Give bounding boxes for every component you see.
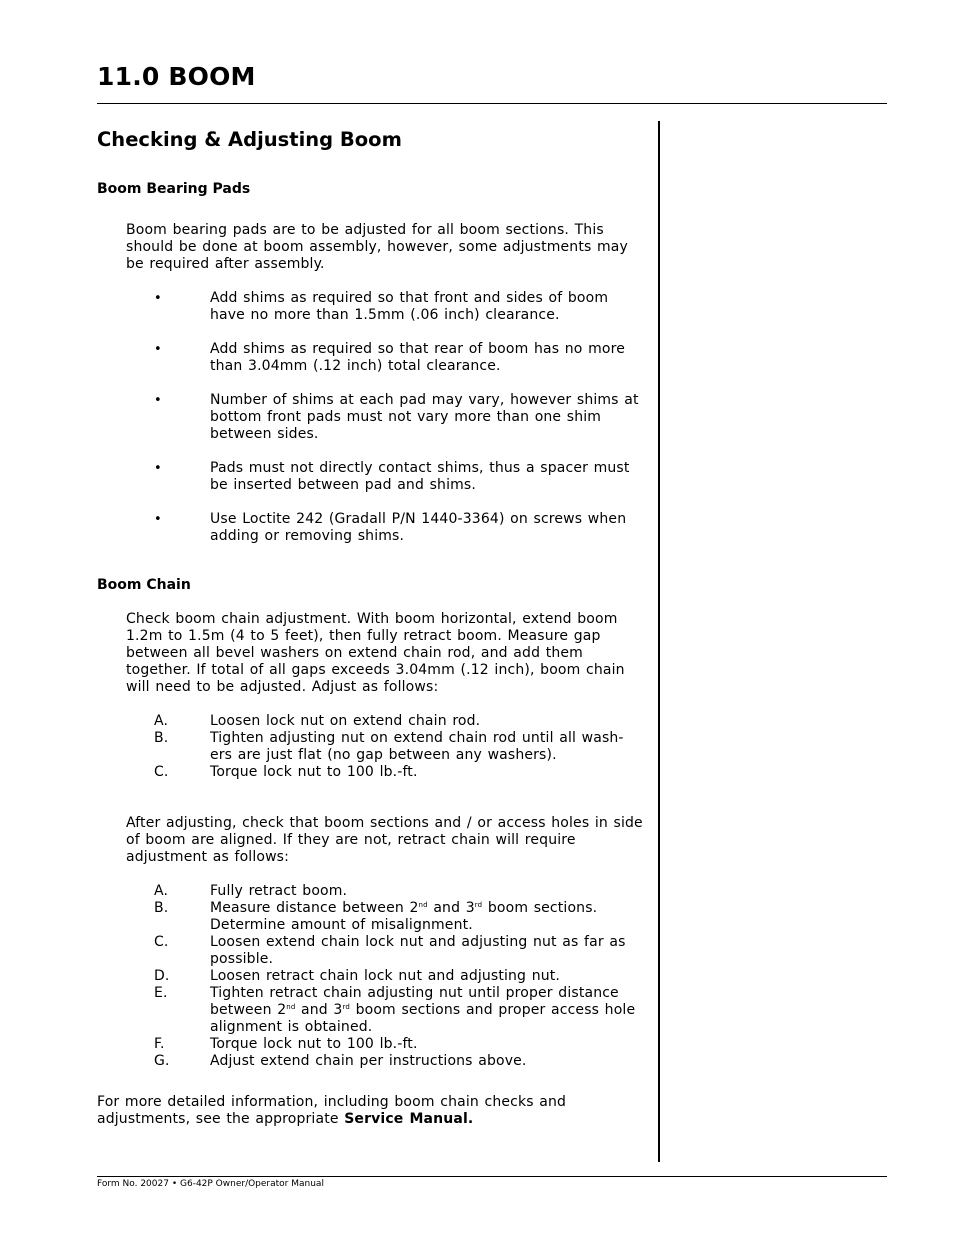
- step-label: A.: [154, 713, 169, 729]
- footer-divider: [97, 1176, 887, 1177]
- section-title: Checking & Adjusting Boom: [97, 128, 402, 151]
- bullet-text: Add shims as required so that front and sides of boom have no more than 1.5mm (.06 inch) clearance.: [210, 290, 609, 323]
- step-label: B.: [154, 730, 169, 746]
- chapter-title: 11.0 BOOM: [97, 62, 256, 91]
- step-text: Loosen retract chain lock nut and adjusting nut.: [210, 968, 560, 984]
- step-text-part: and 3: [295, 1002, 343, 1018]
- list-item: [97, 511, 645, 545]
- ordinal-suffix: rd: [342, 1003, 350, 1011]
- column-divider: [658, 121, 660, 1162]
- bearing-pads-intro: Boom bearing pads are to be adjusted for all boom sections. This should be done at boom assembly, however, some adjustments may be required after assembly.: [126, 222, 628, 272]
- step-label: C.: [154, 934, 169, 950]
- step-text: [210, 900, 645, 934]
- list-item: [97, 341, 645, 375]
- step-label: D.: [154, 968, 170, 984]
- subheading-bearing-pads: Boom Bearing Pads: [97, 181, 251, 197]
- step-label: F.: [154, 1036, 165, 1052]
- step-label: E.: [154, 985, 168, 1001]
- closing-paragraph: [97, 1094, 645, 1128]
- list-item: [97, 900, 645, 934]
- step-text: Adjust extend chain per instructions above.: [210, 1053, 527, 1069]
- step-label: A.: [154, 883, 169, 899]
- closing-text: For more detailed information, including boom chain checks and adjustments, see the appropriate: [97, 1094, 567, 1127]
- step-label: G.: [154, 1053, 170, 1069]
- list-item: [97, 1036, 645, 1053]
- bullet-text: Number of shims at each pad may vary, however shims at bottom front pads must not vary more than one shim between sides.: [210, 392, 639, 442]
- list-item: [97, 883, 645, 900]
- boom-chain-intro: Check boom chain adjustment. With boom horizontal, extend boom 1.2m to 1.5m (4 to 5 feet), then fully retract boom. Measure gap between all bevel washers on extend chain rod, and add them together. If total of all gaps exceeds 3.04mm (.12 inch), boom chain will need to be adjusted. Adjust as follows:: [126, 611, 625, 695]
- ordinal-suffix: nd: [286, 1003, 296, 1011]
- ordinal-suffix: nd: [418, 901, 428, 909]
- step-label: C.: [154, 764, 169, 780]
- step-text-part: and 3: [427, 900, 475, 916]
- step-text: Torque lock nut to 100 lb.-ft.: [210, 1036, 418, 1052]
- list-item: [97, 1053, 645, 1070]
- after-adjusting-paragraph: After adjusting, check that boom sections and / or access holes in side of boom are aligned. If they are not, retract chain will require adjustment as follows:: [126, 815, 643, 865]
- main-content: [97, 126, 645, 1128]
- step-text: Loosen lock nut on extend chain rod.: [210, 713, 481, 729]
- step-label: B.: [154, 900, 169, 916]
- step-text: [210, 985, 645, 1036]
- list-item: [97, 392, 645, 443]
- bullet-marker: •: [154, 393, 162, 408]
- step-text-part: Tighten retract chain adjusting nut until proper distance between 2: [210, 985, 619, 1018]
- bullet-text: Add shims as required so that rear of boom has no more than 3.04mm (.12 inch) total clearance.: [210, 341, 625, 374]
- list-item: [97, 968, 645, 985]
- step-text: Torque lock nut to 100 lb.-ft.: [210, 764, 418, 780]
- list-item: [97, 460, 645, 494]
- list-item: [97, 764, 645, 781]
- step-text-part: boom sections. Determine amount of misalignment.: [210, 900, 598, 933]
- bullet-marker: •: [154, 342, 162, 357]
- step-text: Fully retract boom.: [210, 883, 348, 899]
- bullet-text: Use Loctite 242 (Gradall P/N 1440-3364) on screws when adding or removing shims.: [210, 511, 627, 544]
- bullet-text: Pads must not directly contact shims, thus a spacer must be inserted between pad and shims.: [210, 460, 630, 493]
- list-item: [97, 934, 645, 968]
- list-item: [97, 290, 645, 324]
- bullet-marker: •: [154, 461, 162, 476]
- bullet-marker: •: [154, 291, 162, 306]
- footer-form-number: Form No. 20027 • G6-42P Owner/Operator Manual: [97, 1179, 324, 1189]
- step-text: Tighten adjusting nut on extend chain rod until all wash-ers are just flat (no gap between any washers).: [210, 730, 624, 763]
- list-item: [97, 730, 645, 764]
- step-text-part: boom sections and proper access hole alignment is obtained.: [210, 1002, 636, 1035]
- service-manual-reference: Service Manual.: [344, 1111, 474, 1127]
- subheading-boom-chain: Boom Chain: [97, 577, 191, 593]
- step-text-part: Measure distance between 2: [210, 900, 419, 916]
- list-item: [97, 713, 645, 730]
- step-text: Loosen extend chain lock nut and adjusting nut as far as possible.: [210, 934, 626, 967]
- bullet-marker: •: [154, 512, 162, 527]
- list-item: [97, 985, 645, 1036]
- ordinal-suffix: rd: [474, 901, 483, 909]
- title-divider: [97, 103, 887, 104]
